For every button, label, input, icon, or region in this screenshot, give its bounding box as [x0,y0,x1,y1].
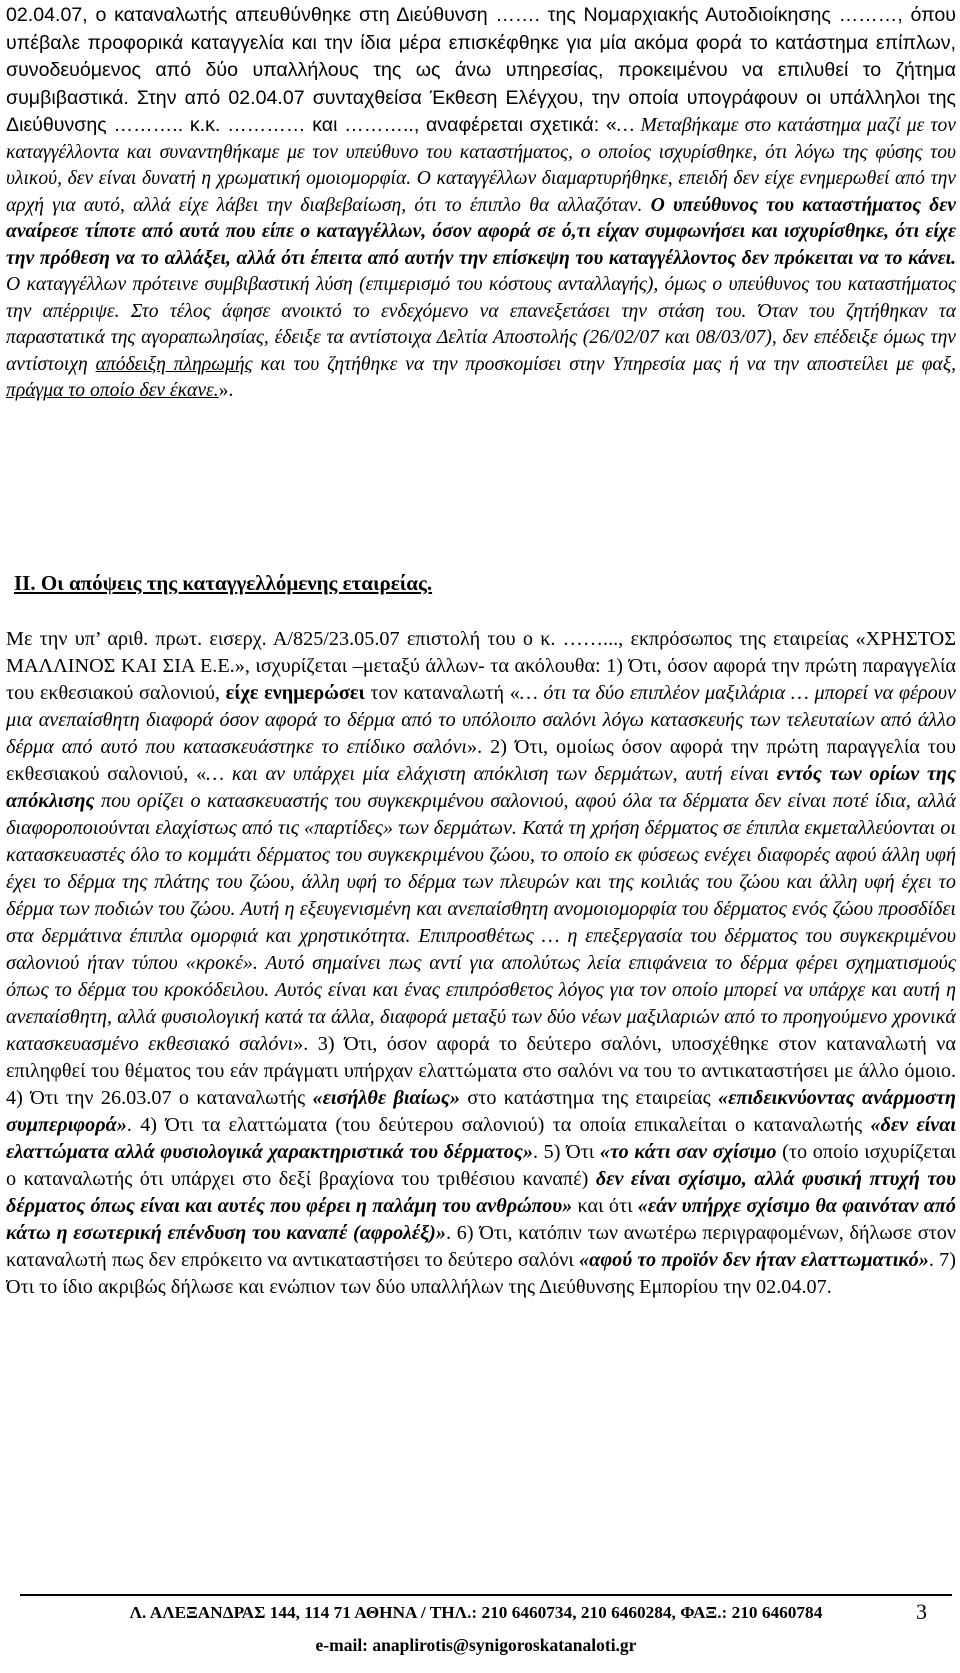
inspection-quote: … Μεταβήκαμε στο κατάστημα μαζί με τον καταγγέλλοντα και συναντηθήκαμε με τον υπεύθυνο του καταστήματος, ο οποίος ισχυρίσθηκε, ότι λόγω της φύσης του υλικού, δεν είναι δυνατή η χρωματική ομοιομορφία. Ο καταγγέλλων διαμαρτυρήθηκε, επειδή δεν είχε ενημερωθεί από την αρχή για αυτό, αλλά είχε λάβει την διαβεβαίωση, ότι το έπιπλο θα αλλαζόταν. [6,115,956,216]
company-text-11: στο κατάστημα της εταιρείας [459,1087,718,1109]
company-paragraph [6,626,956,1301]
company-text-19: ε [140,1195,149,1217]
company-text-4: … ότι τα δύο επιπλέον μαξιλάρια … μπορεί να φέρουν μια ανεπαίσθητη διαφορά όσον αφορά το δέρμα από το υπόλοιπο σαλόνι λόγω κατασκευής των τελευταίων από άλλο δέρμα από αυτό που κατασκευάστηκε το επίδικο σαλόνι [6,682,956,758]
company-text-23: και ότι [572,1195,638,1217]
company-text-9: ». 3) Ότι, όσον αφορά το δεύτερο σαλόνι, υποσχέθηκε στον καταναλωτή να επιληφθεί του θέματος του εάν πράγματι υπήρχαν ελαττώματα στο σαλόνι να του το αντικαταστήσει με άλλο όμοιο. 4) Ότι την 26.03.07 ο καταναλωτής [6,1033,956,1109]
inspection-quote-request: και του ζητήθηκε να την προσκομίσει στην Υπηρεσία μας ή να την αποστείλει με φαξ, [252,353,956,375]
company-text-7: εντός των ορίων της απόκλισης [6,763,956,812]
complaint-paragraph [6,2,956,405]
company-text-6: … και αν υπάρχει μία ελάχιστη απόκλιση των δερμάτων, αυτή είναι [206,763,777,785]
page-number: 3 [916,1599,927,1624]
footer-divider [20,1594,952,1596]
company-text-10: «εισήλθε βιαίως» [312,1087,460,1109]
section-heading: ΙΙ. Οι απόψεις της καταγγελλόμενης εταιρείας. [14,571,433,595]
company-text-1: Με την υπ’ αριθ. πρωτ. εισερχ. Α/825/23.05.07 επιστολή του ο κ. ……..., εκπρόσωπος της εταιρείας «ΧΡΗΣΤΟΣ ΜΑΛΛΙΝΟΣ ΚΑΙ ΣΙΑ Ε.Ε.», ισχυρίζεται –μεταξύ άλλων- τα ακόλουθα: 1) Ότι, όσον αφορά την πρώτη παραγγελία του εκθεσιακού σαλονιού, [6,628,956,704]
company-text-2: είχε ενημερώσει [225,682,365,704]
company-text-8: που ορίζει ο κατασκευαστής του συγκεκριμένου σαλονιού, αφού όλα τα δέρματα δεν είναι ποτέ ίδια, αλλά διαφοροποιούνται ελαχίστως από τις «παρτίδες» των δερμάτων. Κατά τη χρήση δέρματος σε έπιπλα εκμεταλλεύονται οι κατασκευαστές όλο το κομμάτι δέρματος του συγκεκριμένου ζώου, το οποίο εκ φύσεως ενέχει διαφορές αφού άλλη υφή έχει το δέρμα της πλάτης του ζώου, άλλη υφή το δέρμα των πλευρών και της κοιλιάς του ζώου και άλλη υφή έχει το δέρμα των ποδιών του ζώου. Αυτή η εξευγενισμένη και ανεπαίσθητη ανομοιομορφία του δέρματος ενός ζώου προσδίδει στα δερμάτινα έπιπλα ομορφιά και χρηστικότητα. Επιπροσθέτως … η επεξεργασία του δέρματος του συγκεκριμένου σαλονιού ήταν τύπου «κροκέ». Αυτό σημαίνει πως αντί για απολύτως λεία επιφάνεια το δέρμα φέρει σχηματισμούς όπως το δέρμα του κροκόδειλου. Αυτός είναι και ένας επιπρόσθετος λόγος για τον οποίο μπορεί να υπάρχε και αυτή η ανεπαίσθητη, αλλά φυσιολογική κατά τα άλλα, διαφορά μεταξύ των δύο νέων μαξιλαριών από το προηγούμενο χρονικά κατασκευασμένο εκθεσιακό σαλόνι [6,790,956,1055]
company-text-18: δεν είναι σχίσιμο, αλλά φυσική πτυχή του δέρματος όπως [6,1168,956,1217]
footer-email: e-mail: anaplirotis@synigoroskatanaloti.gr [315,1635,637,1655]
company-text-15: . 5) Ότι [532,1141,600,1163]
company-text-16: «το κάτι σαν σχίσιμο [599,1141,777,1163]
quote-close: ». [218,380,234,401]
footer-address: Λ. ΑΛΕΞΑΝΔΡΑΣ 144, 114 71 ΑΘΗΝΑ / ΤΗΛ.: 210 6460734, 210 6460284, ΦΑΞ.: 210 6460784 [129,1603,823,1622]
company-text-25: . 6) Ότι, κατόπιν των ανωτέρω περιγραφομένων, δήλωσε στον καταναλωτή πως δεν επρόκειτο να αντικαταστήσει το δεύτερο σαλόνι [6,1222,956,1271]
complaint-intro: 02.04.07, ο καταναλωτής απευθύνθηκε στη Διεύθυνση ……. της Νομαρχιακής Αυτοδιοίκησης ………, όπου υπέβαλε προφορικά καταγγελία και την ίδια μέρα επισκέφθηκε για μία ακόμα φορά το κατάστημα επίπλων, συνοδευόμενος από δύο υπαλλήλους της ως άνω υπηρεσίας, προκειμένου να επιλυθεί το ζήτημα συμβιβαστικά. Στην από 02.04.07 συνταχθείσα Έκθεση Ελέγχου, την οποία υπογράφουν οι υπάλληλοι της Διεύθυνσης ……….. κ.κ. ………… και ……….., αναφέρεται σχετικά: « [6,4,956,136]
company-text-24: «εάν υπήρχε σχίσιμο θα φαινόταν από κάτω η εσωτερική επένδυση του καναπέ (αφρολέξ)» [6,1195,956,1244]
company-text-5: ». 2) Ότι, ομοίως όσον αφορά την πρώτη παραγγελία του εκθεσιακού σαλονιού, « [6,736,956,785]
company-text-21: αι [195,1195,218,1217]
company-text-13: . 4) Ότι τα ελαττώματα (του δεύτερου σαλονιού) τα οποία επικαλείται ο καταναλωτής [126,1114,871,1136]
company-text-14: «δεν είναι ελαττώματα αλλά φυσιολογικά χαρακτηριστικά του δέρματος» [6,1114,956,1163]
company-text-3: τον καταναλωτή « [364,682,520,704]
company-text-22: αυτές που φέρει η παλάμη του ανθρώπου» [217,1195,573,1217]
company-text-12: «επιδεικνύοντας ανάρμοστη συμπεριφορά» [6,1087,956,1136]
inspection-quote-bold: Ο υπεύθυνος του καταστήματος δεν αναίρεσε τίποτε από αυτά που είπε ο καταγγέλλων, όσον αφορά σε ό,τι είχαν συμφωνήσει και ισχυρίσθηκε, ότι είχε την πρόθεση να το αλλάξει, αλλά ότι έπειτα από αυτήν την επίσκεψη του καταγγέλλοντος δεν πρόκειται να το κάνει. [6,194,956,269]
inspection-quote-end: πράγμα το οποίο δεν έκανε. [6,380,219,401]
company-text-20: ίναι κ [148,1195,196,1217]
company-text-26: «αφού το προϊόν δεν ήταν ελαττωματικό» [579,1249,929,1271]
company-text-27: . 7) Ότι το ίδιο ακριβώς δήλωσε και ενώπιον των δύο υπαλλήλων της Διεύθυνσης Εμπορίου την 02.04.07. [6,1249,956,1298]
payment-receipt-text: απόδειξη πληρωμής [95,353,253,375]
company-text-17: (το οποίο ισχυρίζεται ο καταναλωτής ότι υπάρχει στο δεξί βραχίονα του τριθέσιου καναπέ) [6,1141,956,1190]
document-page [6,2,956,1666]
inspection-quote-continued: Ο καταγγέλλων πρότεινε συμβιβαστική λύση (επιμερισμό του κόστους ανταλλαγής), όμως ο υπεύθυνος του καταστήματος την απέρριψε. Στο τέλος άφησε ανοικτό το ενδεχόμενο να επανεξετάσει την στάση του. Όταν του ζητήθηκαν τα παραστατικά της αγοραπωλησίας, έδειξε τα αντίστοιχα Δελτία Αποστολής (26/02/07 και 08/03/07), δεν επέδειξε όμως την αντίστοιχη [6,274,956,375]
